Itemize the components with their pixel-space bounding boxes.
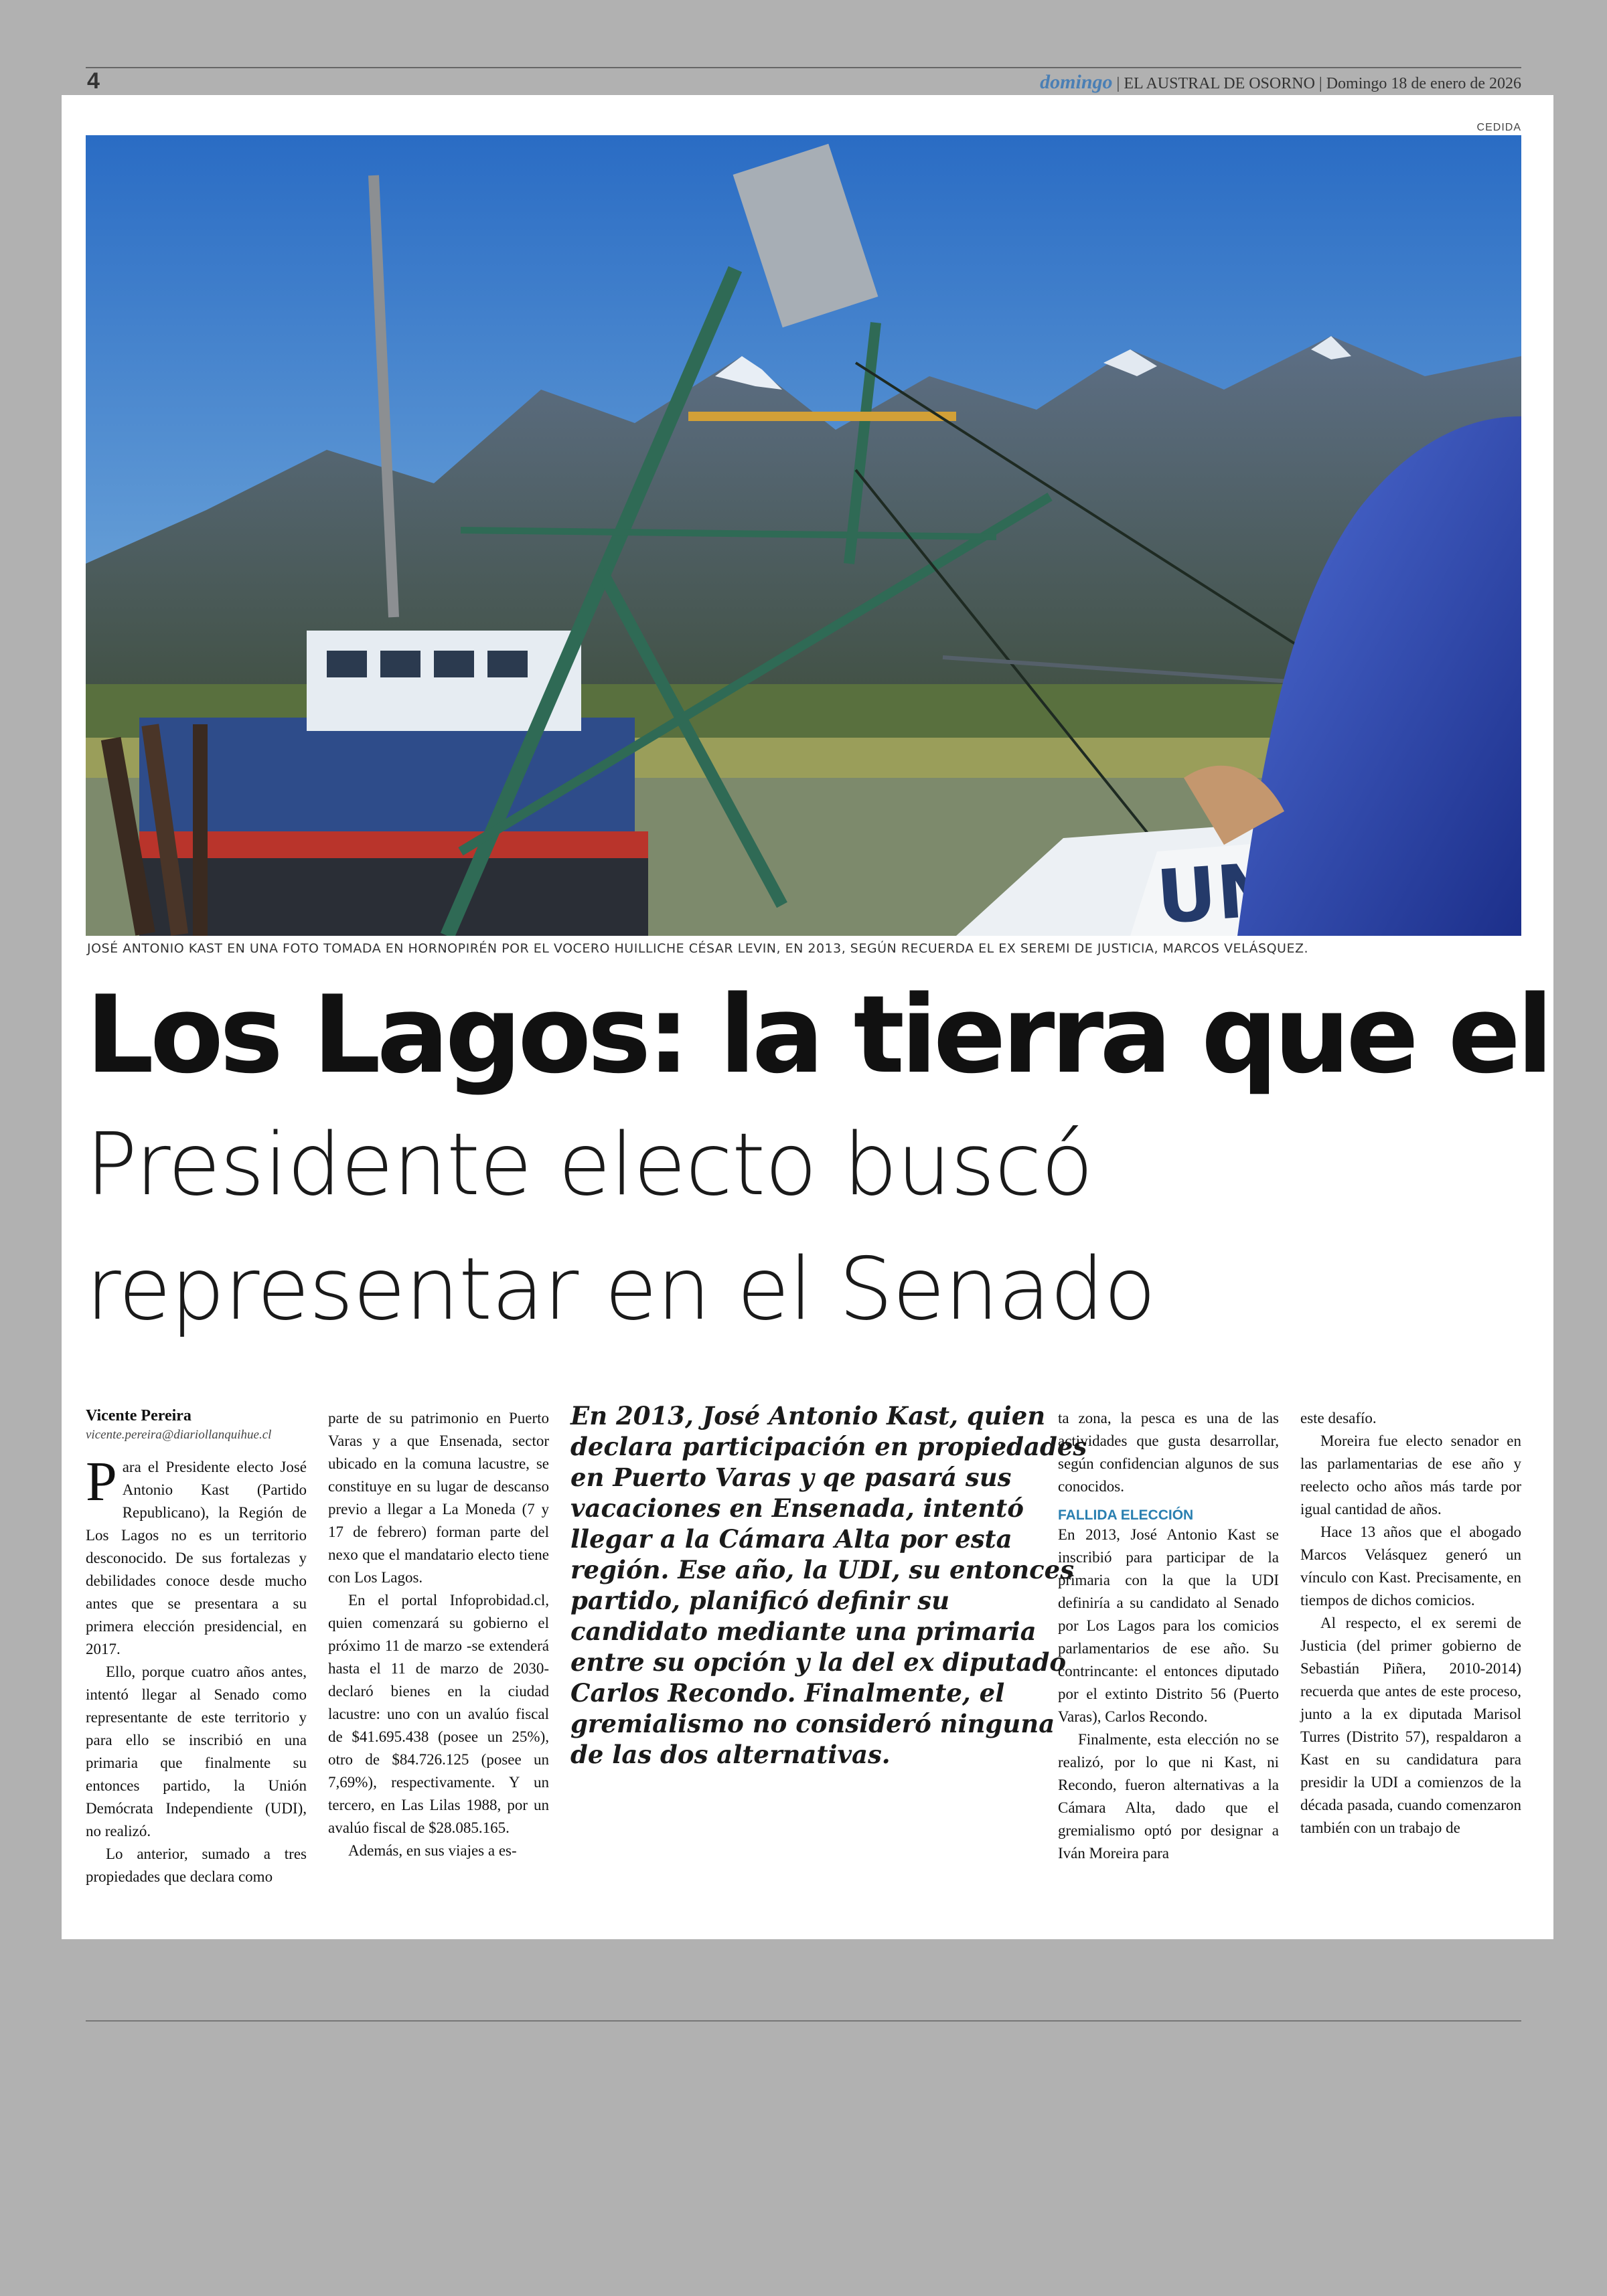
headline-line-3: representar en el Senado [86,1240,1156,1339]
column-1 [86,1407,307,1888]
paragraph: En 2013, José Antonio Kast se inscribió para participar de la primaria con la que la UDI definiría a su candidato al Senado por Los Lagos para los comicios parlamentarios de ese año. Su contrincante: el entonces diputado por el extinto Distrito 56 (Puerto Varas), Carlos Recondo. [1058,1526,1279,1725]
paragraph: Al respecto, el ex seremi de Justicia (del primer gobierno de Sebastián Piñera, 2010-2014) recuerda que antes de este proceso, junto a la ex diputada Marisol Turres (Distrito 57), respaldaron a Kast en su candidatura para presidir la UDI a comienzos de la década pasada, cuando comenzaron también con un trabajo de [1300,1615,1521,1836]
pull-quote: En 2013, José Antonio Kast, quien declara participación en propiedades en Puerto Varas y qe pasará sus vacaciones en Ensenada, intentó llegar a la Cámara Alta por esta región. Ese año, la UDI, su entonces partido, planificó definir su candidato mediante una primaria entre su opción y la del ex diputado Carlos Recondo. Finalmente, el gremialismo no consideró ninguna de las dos alternativas. [570,1401,1087,1769]
photo-caption: JOSÉ ANTONIO KAST EN UNA FOTO TOMADA EN HORNOPIRÉN POR EL VOCERO HUILLICHE CÉSAR LEVIN, EN 2013, SEGÚN RECUERDA EL EX SEREMI DE JUSTICIA, MARCOS VELÁSQUEZ. [87,941,1309,956]
paragraph: En el portal Infoprobidad.cl, quien comenzará su gobierno el próximo 11 de marzo -se extenderá hasta el 11 de marzo de 2030- declaró bienes en la ciudad lacustre: uno con un avalúo fiscal de $41.695.438 (posee un 25%), otro de $84.726.125 (posee un 7,69%), respectivamente. Y un tercero, en Las Lilas 1988, por un avalúo fiscal de $28.085.165. [328,1592,549,1836]
article-photo [86,135,1521,936]
footer-rule [86,2020,1521,2022]
paragraph: parte de su patrimonio en Puerto Varas y a que Ensenada, sector ubicado en la comuna lacustre, se constituye en su lugar de descanso previo a llegar a La Moneda (7 y 17 de febrero) forman parte del nexo que el mandatario electo tiene con Los Lagos. [328,1410,549,1586]
paragraph: Lo anterior, sumado a tres propiedades que declara como [86,1846,307,1885]
headline-line-1: Los Lagos: la tierra que el [86,972,1549,1097]
drop-cap: P [86,1451,117,1513]
paragraph: Finalmente, esta elección no se realizó, por lo que ni Kast, ni Recondo, fueron alternativas a la Cámara Alta, dado que el gremialismo optó por designar a Iván Moreira para [1058,1731,1279,1862]
column-2 [328,1407,549,1862]
masthead [1040,71,1521,94]
article-page [62,95,1553,1939]
header-rule [86,67,1521,68]
column-4 [1058,1407,1279,1865]
subheading: FALLIDA ELECCIÓN [1058,1507,1194,1523]
photo-credit: CEDIDA [1476,122,1521,133]
paragraph: este desafío. [1300,1410,1377,1426]
paragraph: Hace 13 años que el abogado Marcos Velásquez generó un vínculo con Kast. Precisamente, en tiempos de dichos comicios. [1300,1524,1521,1609]
column-5 [1300,1407,1521,1839]
page-number: 4 [87,68,100,94]
headline-line-2: Presidente electo buscó [86,1115,1093,1215]
paragraph: Moreira fue electo senador en las parlamentarias de ese año y reelecto ocho años más tarde por igual cantidad de años. [1300,1432,1521,1518]
separator: | [1318,75,1326,92]
author-email: vicente.pereira@diariollanquihue.cl [86,1428,272,1442]
newspaper-name: EL AUSTRAL DE OSORNO [1124,75,1315,92]
separator: | [1116,75,1124,92]
issue-date: Domingo 18 de enero de 2026 [1326,75,1521,92]
author-name: Vicente Pereira [86,1407,192,1424]
paragraph: Ello, porque cuatro años antes, intentó llegar al Senado como representante de este territorio y para ello se inscribió en una primaria que finalmente su entonces partido, la Unión Demócrata Independiente (UDI), no realizó. [86,1663,307,1839]
paragraph: ta zona, la pesca es una de las actividades que gusta desarrollar, según confidencian algunos de sus conocidos. [1058,1410,1279,1495]
lead-paragraph [86,1451,307,1661]
paragraph-text: ara el Presidente electo José Antonio Kast (Partido Republicano), la Región de Los Lagos no es un territorio desconocido. De sus fortalezas y debilidades conoce desde mucho antes que se presentara a su primera elección presidencial, en 2017. [86,1459,307,1657]
section-name: domingo [1040,71,1113,93]
boat-harbor-image [86,135,1521,936]
paragraph: Además, en sus viajes a es- [348,1842,517,1859]
